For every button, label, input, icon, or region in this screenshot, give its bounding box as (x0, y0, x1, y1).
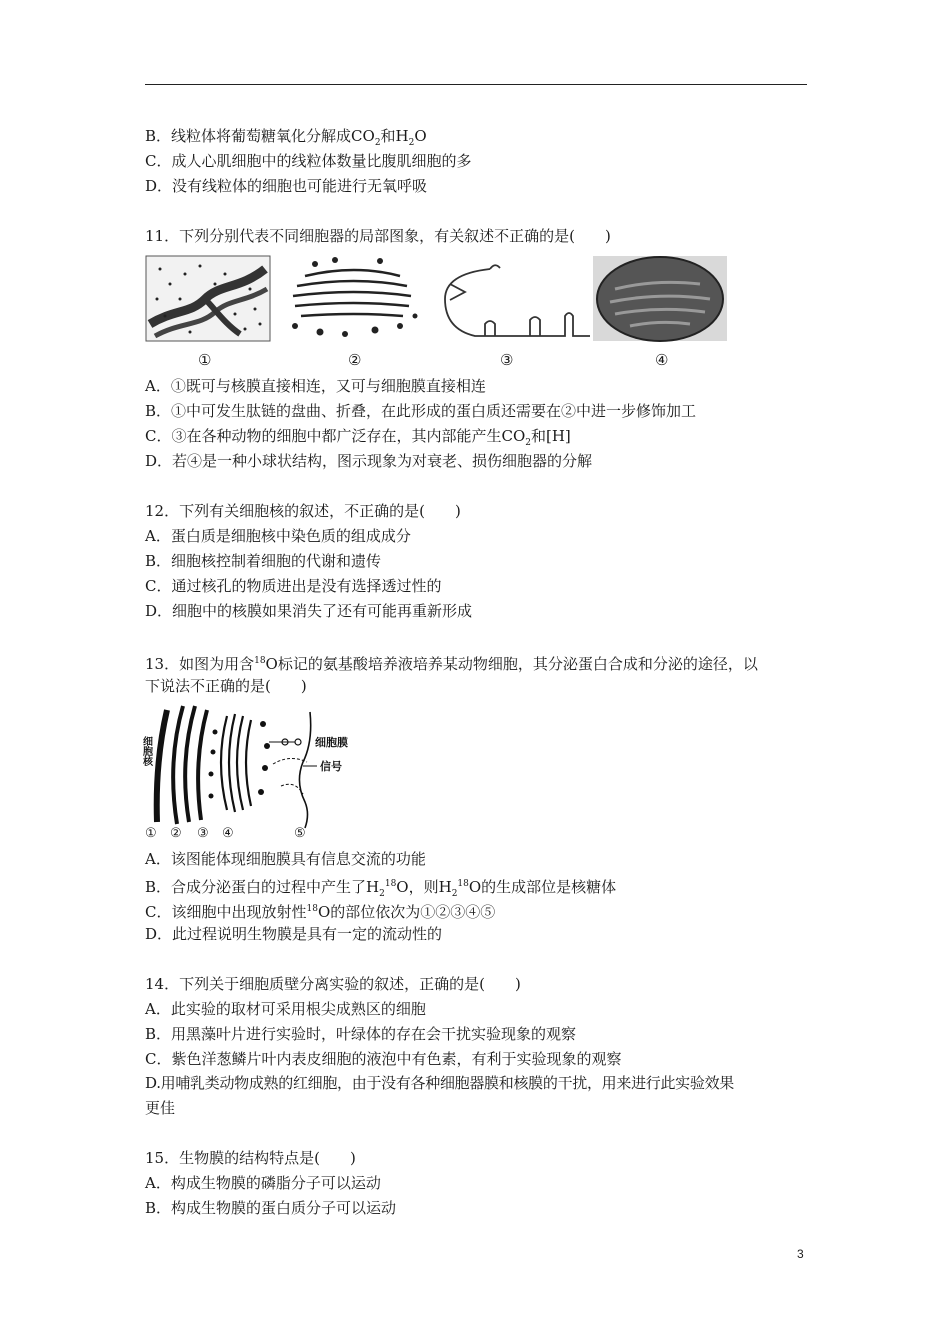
fig-label-signal: 信号 (320, 760, 342, 773)
q12-option-c: C．通过核孔的物质进出是没有选择透过性的 (145, 577, 442, 595)
q15-option-a: A．构成生物膜的磷脂分子可以运动 (145, 1174, 381, 1192)
q10-option-c: C．成人心肌细胞中的线粒体数量比腹肌细胞的多 (145, 152, 472, 170)
q11-option-a: A．①既可与核膜直接相连，又可与细胞膜直接相连 (145, 377, 486, 395)
q15-stem: 15．生物膜的结构特点是( ) (145, 1149, 356, 1167)
q13-option-c: C．该细胞中出现放射性$^{18}$O的部位依次为①②③④⑤ (145, 903, 496, 921)
q11-label-4: ④ (655, 351, 669, 369)
q14-option-d-line2: 更佳 (145, 1099, 176, 1117)
q13-fig-num-3: ③ (197, 826, 209, 841)
q11-option-c: C．③在各种动物的细胞中都广泛存在，其内部能产生$CO_2$和[H] (145, 427, 571, 448)
golgi-drawing (292, 257, 418, 337)
page-number: 3 (797, 1247, 804, 1261)
q11-stem: 11．下列分别代表不同细胞器的局部图象，有关叙述不正确的是( ) (145, 227, 611, 245)
q11-label-3: ③ (500, 351, 514, 369)
q14-option-c: C．紫色洋葱鳞片叶内表皮细胞的液泡中有色素，有利于实验现象的观察 (145, 1050, 622, 1068)
q13-secretion-figure (140, 702, 365, 830)
q13-fig-num-5: ⑤ (294, 826, 306, 841)
mitochondrion-micrograph (593, 256, 727, 341)
q11-organelle-figure (145, 254, 730, 344)
q10-option-b: B．线粒体将葡萄糖氧化分解成$CO_2$和$H_2O$ (145, 127, 427, 148)
q13-stem-line2: 下说法不正确的是( ) (145, 677, 307, 695)
q14-option-d-line1: D.用哺乳类动物成熟的红细胞，由于没有各种细胞器膜和核膜的干扰，用来进行此实验效果 (145, 1074, 734, 1092)
q12-stem: 12．下列有关细胞核的叙述，不正确的是( ) (145, 502, 461, 520)
organelle-outline (445, 265, 590, 336)
q14-option-a: A．此实验的取材可采用根尖成熟区的细胞 (145, 1000, 426, 1018)
er-micrograph (146, 256, 270, 341)
q15-option-b: B．构成生物膜的蛋白质分子可以运动 (145, 1199, 397, 1217)
q11-option-d: D．若④是一种小球状结构，图示现象为对衰老、损伤细胞器的分解 (145, 452, 593, 470)
q14-stem: 14．下列关于细胞质壁分离实验的叙述，正确的是( ) (145, 975, 521, 993)
q13-fig-num-2: ② (170, 826, 182, 841)
header-rule (145, 84, 807, 85)
q13-option-b: B．合成分泌蛋白的过程中产生了$H_2^{18}O$，则$H_2^{18}O$的生成部位是核糖体 (145, 878, 617, 899)
q11-option-b: B．①中可发生肽链的盘曲、折叠，在此形成的蛋白质还需要在②中进一步修饰加工 (145, 402, 697, 420)
q12-option-a: A．蛋白质是细胞核中染色质的组成成分 (145, 527, 411, 545)
q13-fig-num-1: ① (145, 826, 157, 841)
q13-fig-num-4: ④ (222, 826, 234, 841)
q11-label-2: ② (348, 351, 362, 369)
fig-label-nucleus: 细胞核 (140, 736, 152, 766)
q14-option-b: B．用黑藻叶片进行实验时，叶绿体的存在会干扰实验现象的观察 (145, 1025, 577, 1043)
q13-option-d: D．此过程说明生物膜是具有一定的流动性的 (145, 925, 443, 943)
q12-option-d: D．细胞中的核膜如果消失了还有可能再重新形成 (145, 602, 473, 620)
q10-option-d: D．没有线粒体的细胞也可能进行无氧呼吸 (145, 177, 428, 195)
q11-label-1: ① (198, 351, 212, 369)
q13-stem-line1: 13．如图为用含$^{18}$O标记的氨基酸培养液培养某动物细胞，其分泌蛋白合成和分泌的途径，以 (145, 655, 758, 673)
q12-option-b: B．细胞核控制着细胞的代谢和遗传 (145, 552, 382, 570)
q13-option-a: A．该图能体现细胞膜具有信息交流的功能 (145, 850, 426, 868)
fig-label-membrane: 细胞膜 (315, 736, 348, 749)
